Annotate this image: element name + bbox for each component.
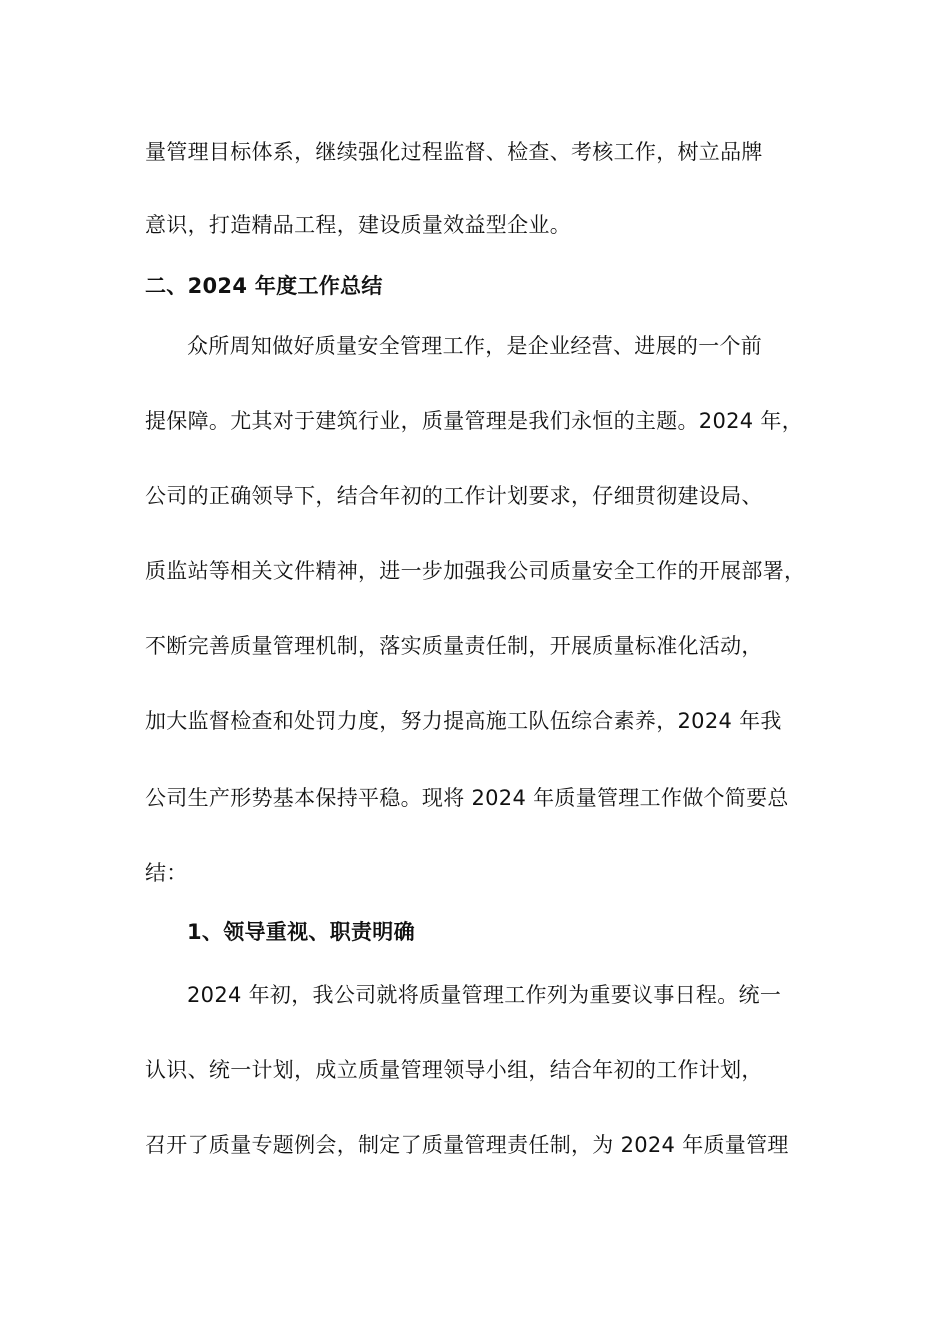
paragraph2-line-2: 认识、统一计划，成立质量管理领导小组，结合年初的工作计划， (145, 1058, 763, 1082)
subheading: 1、领导重视、职责明确 (187, 920, 415, 944)
paragraph1-line-1: 众所周知做好质量安全管理工作，是企业经营、进展的一个前 (187, 334, 763, 358)
paragraph2-line-3: 召开了质量专题例会，制定了质量管理责任制，为 2024 年质量管理 (145, 1133, 789, 1157)
paragraph1-line-5: 不断完善质量管理机制，落实质量责任制，开展质量标准化活动， (145, 634, 763, 658)
intro-line-2: 意识，打造精品工程，建设质量效益型企业。 (145, 213, 571, 237)
paragraph1-line-7: 公司生产形势基本保持平稳。现将 2024 年质量管理工作做个简要总 (145, 786, 789, 810)
paragraph1-line-6: 加大监督检查和处罚力度，努力提高施工队伍综合素养，2024 年我 (145, 709, 782, 733)
paragraph2-line-1: 2024 年初，我公司就将质量管理工作列为重要议事日程。统一 (187, 983, 782, 1007)
paragraph1-line-3: 公司的正确领导下，结合年初的工作计划要求，仔细贯彻建设局、 (145, 484, 763, 508)
paragraph1-line-8: 结： (145, 861, 188, 885)
paragraph1-line-4: 质监站等相关文件精神，进一步加强我公司质量安全工作的开展部署， (145, 559, 806, 583)
paragraph1-line-2: 提保障。尤其对于建筑行业，质量管理是我们永恒的主题。2024 年， (145, 409, 804, 433)
section-heading: 二、2024 年度工作总结 (145, 274, 383, 298)
intro-line-1: 量管理目标体系，继续强化过程监督、检查、考核工作，树立品牌 (145, 140, 763, 164)
